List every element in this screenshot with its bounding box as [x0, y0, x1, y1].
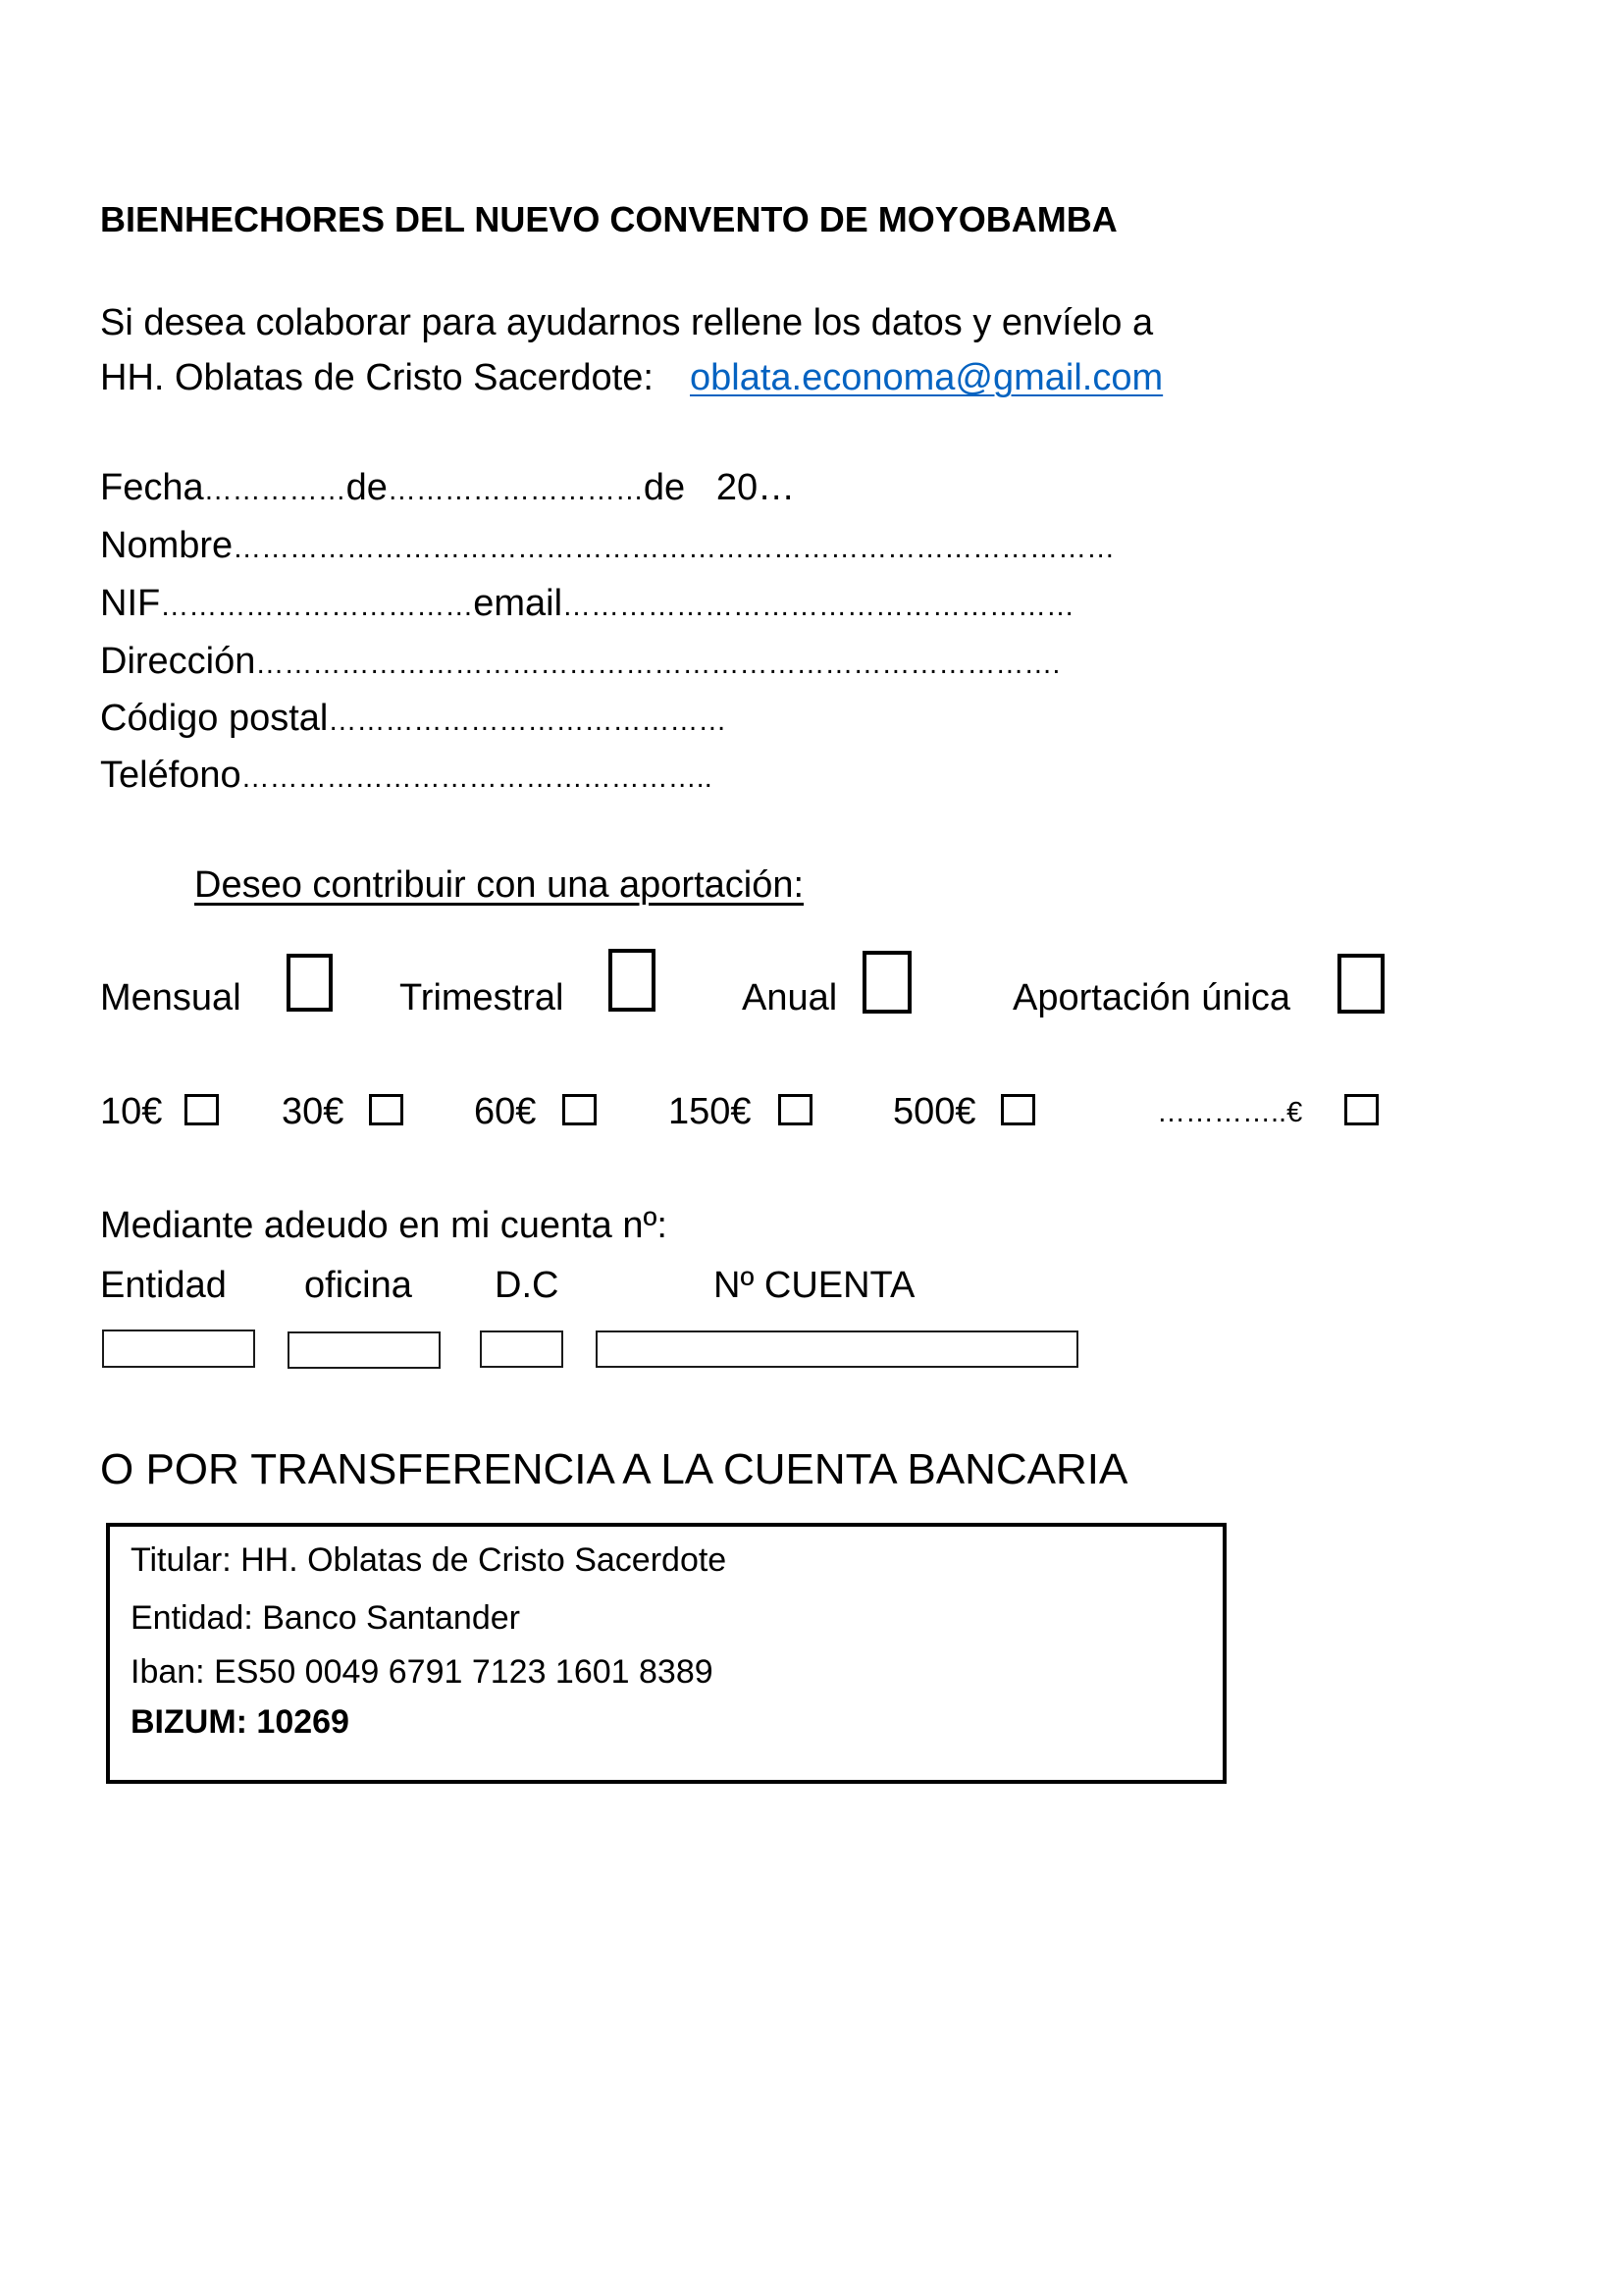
oficina-input[interactable] — [288, 1331, 441, 1369]
telefono-label: Teléfono — [100, 755, 241, 796]
field-fecha[interactable] — [100, 469, 795, 506]
codigo-postal-leader[interactable]: …………………………………… — [328, 705, 727, 737]
email-link[interactable]: oblata.economa@gmail.com — [690, 357, 1164, 398]
bank-bizum: BIZUM: 10269 — [131, 1703, 349, 1741]
fecha-de-1: de — [345, 467, 388, 508]
bank-titular: Titular: HH. Oblatas de Cristo Sacerdote — [131, 1541, 727, 1579]
checkbox-amount-500[interactable] — [1001, 1094, 1035, 1125]
entidad-input[interactable] — [102, 1330, 255, 1368]
intro-line-2: HH. Oblatas de Cristo Sacerdote: — [100, 357, 654, 398]
checkbox-mensual[interactable] — [287, 954, 333, 1012]
nif-label: NIF — [100, 583, 161, 624]
amount-label-30: 30€ — [282, 1091, 344, 1132]
field-nif-email[interactable] — [100, 585, 1074, 622]
intro-line-1: Si desea colaborar para ayudarnos rellene los datos y envíelo a — [100, 302, 1154, 343]
frequency-label-anual: Anual — [742, 977, 838, 1018]
amount-label-60: 60€ — [474, 1091, 537, 1132]
field-nombre[interactable] — [100, 527, 1115, 564]
bank-iban: Iban: ES50 0049 6791 7123 1601 8389 — [131, 1653, 713, 1691]
debit-label-oficina: oficina — [304, 1265, 412, 1306]
field-codigo-postal[interactable] — [100, 700, 726, 737]
email-leader[interactable]: ……………………………………………… — [562, 591, 1075, 622]
nombre-label: Nombre — [100, 525, 234, 566]
debit-label-dc: D.C — [495, 1265, 559, 1306]
checkbox-trimestral[interactable] — [608, 949, 655, 1012]
checkbox-unica[interactable] — [1337, 954, 1385, 1014]
checkbox-amount-150[interactable] — [778, 1094, 812, 1125]
debit-label-cuenta: Nº CUENTA — [713, 1265, 916, 1306]
fecha-label: Fecha — [100, 467, 204, 508]
transfer-heading: O POR TRANSFERENCIA A LA CUENTA BANCARIA — [100, 1445, 1128, 1493]
nombre-leader[interactable]: ………………………………………………………………………………… — [233, 533, 1116, 564]
checkbox-amount-10[interactable] — [184, 1094, 219, 1125]
field-direccion[interactable] — [100, 643, 1060, 680]
debit-label-entidad: Entidad — [100, 1265, 227, 1306]
direccion-leader[interactable]: …………………………………………………………………………. — [255, 649, 1061, 680]
nif-leader[interactable]: …………………………… — [160, 591, 474, 622]
fecha-month-leader[interactable]: ……………………… — [387, 475, 644, 506]
contribution-heading: Deseo contribuir con una aportación: — [194, 864, 805, 906]
fecha-day-leader[interactable]: …………… — [203, 475, 346, 506]
codigo-postal-label: Código postal — [100, 698, 329, 739]
telefono-leader[interactable]: ………………………………………….. — [240, 762, 712, 794]
amount-label-10: 10€ — [100, 1091, 163, 1132]
cuenta-input[interactable] — [596, 1330, 1078, 1368]
frequency-label-unica: Aportación única — [1013, 977, 1291, 1018]
checkbox-amount-30[interactable] — [369, 1094, 403, 1125]
page-title: BIENHECHORES DEL NUEVO CONVENTO DE MOYOBAMBA — [100, 199, 1118, 239]
frequency-label-mensual: Mensual — [100, 977, 241, 1018]
amount-label-150: 150€ — [668, 1091, 752, 1132]
amount-label-other[interactable]: …………..€ — [1157, 1097, 1303, 1128]
checkbox-anual[interactable] — [863, 951, 912, 1014]
email-label: email — [473, 583, 563, 624]
amount-label-500: 500€ — [893, 1091, 976, 1132]
direccion-label: Dirección — [100, 641, 256, 682]
bank-entidad: Entidad: Banco Santander — [131, 1599, 520, 1637]
dc-input[interactable] — [480, 1330, 563, 1368]
frequency-label-trimestral: Trimestral — [399, 977, 564, 1018]
debit-heading: Mediante adeudo en mi cuenta nº: — [100, 1205, 667, 1246]
checkbox-amount-60[interactable] — [562, 1094, 597, 1125]
checkbox-amount-other[interactable] — [1344, 1094, 1379, 1125]
fecha-year: de 20… — [643, 467, 796, 508]
field-telefono[interactable] — [100, 756, 712, 794]
